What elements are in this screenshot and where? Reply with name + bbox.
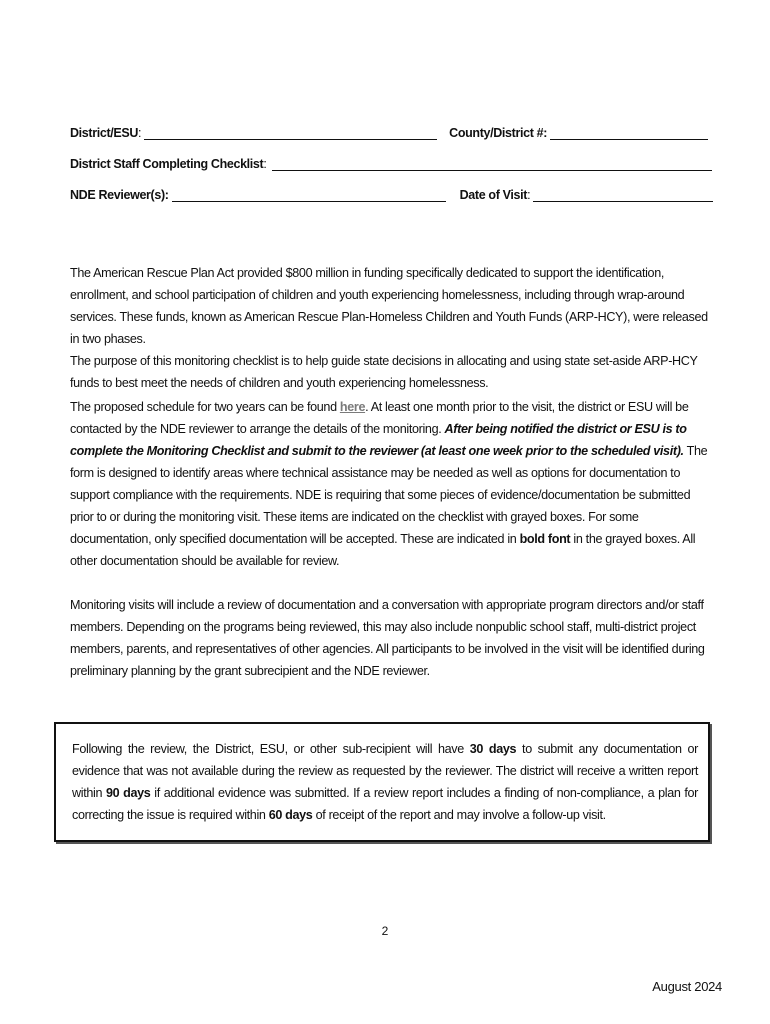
- form-row-district: [70, 126, 708, 140]
- date-colon: :: [527, 188, 531, 202]
- notice-text-2: to submit any documentation or evidence that was not available during the review as requested by the reviewer. The district will receive a written report within: [72, 742, 699, 800]
- notice-box: [54, 722, 710, 842]
- date-field[interactable]: [533, 189, 713, 202]
- intro-line-1: The American Rescue Plan Act provided $800 million in funding specifically dedicated to support the identification, enrollment, and school participation of children and youth experiencing homelessness, including through wrap-around services. These funds, known as American Rescue Plan-Homeless Children and Youth Funds (ARP-HCY), were released in two phases.: [70, 266, 708, 346]
- reviewer-label: NDE Reviewer(s):: [70, 188, 169, 202]
- date-label: Date of Visit: [459, 188, 528, 202]
- staff-colon: :: [263, 157, 267, 171]
- visits-paragraph: Monitoring visits will include a review of documentation and a conversation with appropriate program directors and/or staff members. Depending on the programs being reviewed, this may also include nonpublic school staff, multi-district project members, parents, and representatives of other agencies. All participants to be involved in the visit will be identified during preliminary planning by the grant subrecipient and the NDE reviewer.: [70, 598, 705, 678]
- schedule-text-4: in the grayed boxes. All other documentation should be available for review.: [70, 532, 696, 568]
- schedule-link[interactable]: here: [339, 400, 366, 414]
- county-label: County/District #:: [449, 126, 548, 140]
- intro-paragraph: [70, 262, 710, 394]
- schedule-bold: bold font: [519, 532, 571, 546]
- staff-label: District Staff Completing Checklist: [70, 157, 264, 171]
- notice-bold-2: 90 days: [105, 786, 151, 800]
- district-field[interactable]: [144, 127, 437, 140]
- notice-bold-3: 60 days: [268, 808, 313, 822]
- notice-text-4: of receipt of the report and may involve a follow-up visit.: [312, 808, 606, 822]
- notice-bold-1: 30 days: [469, 742, 517, 756]
- footer-date: August 2024: [652, 979, 722, 994]
- staff-field[interactable]: [272, 158, 712, 171]
- notice-text: [72, 738, 698, 826]
- district-colon: :: [138, 126, 142, 140]
- page-number: 2: [381, 924, 389, 938]
- county-field[interactable]: [550, 127, 708, 140]
- reviewer-field[interactable]: [172, 189, 446, 202]
- schedule-text-2: . At least one month prior to the visit, the district or ESU will be contacted by the NDE reviewer to arrange the details of the monitoring.: [70, 400, 689, 436]
- form-row-staff: [70, 157, 712, 171]
- notice-text-1: Following the review, the District, ESU, or other sub-recipient will have: [72, 742, 470, 756]
- notice-text-3: if additional evidence was submitted. If a review report includes a finding of non-compliance, a plan for correcting the issue is required within: [72, 786, 699, 822]
- schedule-text-3: The form is designed to identify areas where technical assistance may be needed as well as options for documentation to support compliance with the requirements. NDE is requiring that some pieces of evidence/documentation be submitted prior to or during the monitoring visit. These items are indicated on the checklist with grayed boxes. For some documentation, only specified documentation will be accepted. These are indicated in: [70, 444, 708, 546]
- schedule-emphasis: After being notified the district or ESU is to complete the Monitoring Checklist and submit to the reviewer (at least one week prior to the scheduled visit).: [70, 422, 687, 458]
- schedule-paragraph: [70, 396, 710, 572]
- district-label: District/ESU: [70, 126, 139, 140]
- form-row-reviewer: [70, 188, 713, 202]
- intro-line-2: The purpose of this monitoring checklist is to help guide state decisions in allocating and using state set-aside ARP-HCY funds to best meet the needs of children and youth experiencing homelessness.: [70, 354, 698, 390]
- schedule-text-1: The proposed schedule for two years can be found: [70, 400, 340, 414]
